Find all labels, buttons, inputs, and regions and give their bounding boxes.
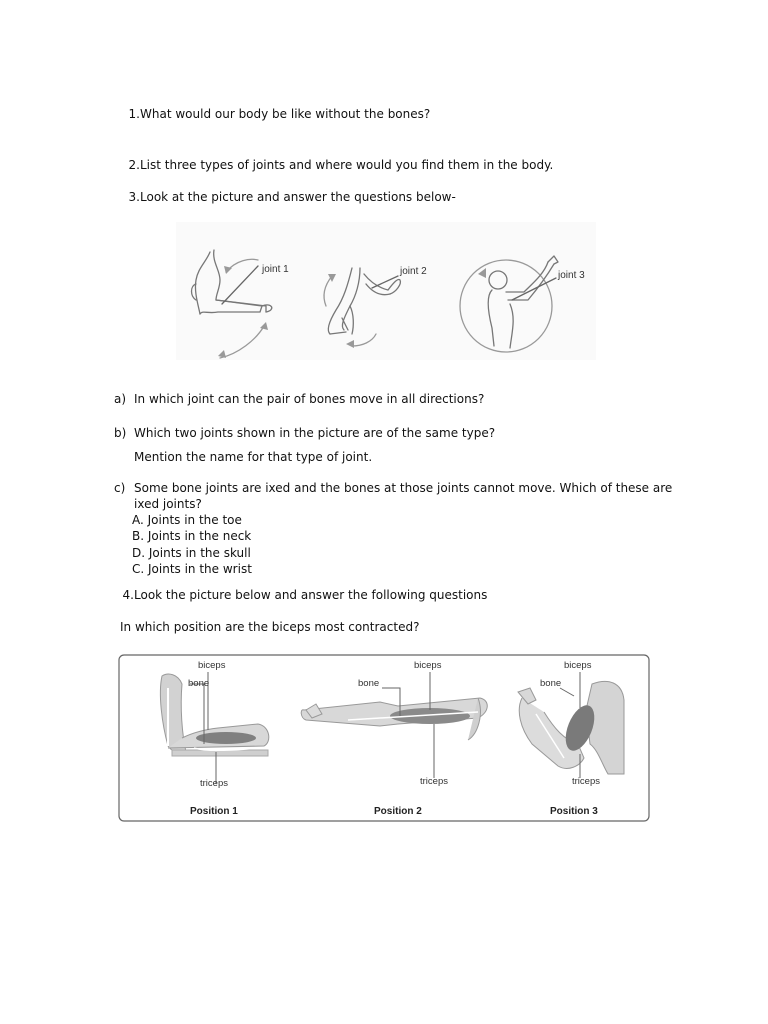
sub-question-c-continuation: ixed joints? [134, 497, 202, 511]
sub-question-text: Which two joints shown in the picture are of the same type? [134, 426, 496, 440]
option-a: A. Joints in the toe [132, 513, 242, 527]
option-b: B. Joints in the neck [132, 529, 252, 543]
biceps-label-2: biceps [414, 660, 442, 671]
question-number: 4. [122, 588, 134, 602]
position-1-label: Position 1 [190, 806, 238, 817]
joint-1-label: joint 1 [262, 264, 289, 275]
sub-question-label: c) [114, 481, 126, 495]
option-d: D. Joints in the skull [132, 546, 251, 560]
triceps-label-2: triceps [420, 776, 448, 787]
question-number: 2. [128, 158, 140, 172]
biceps-label-3: biceps [564, 660, 592, 671]
question-number: 3. [128, 190, 140, 204]
question-text: What would our body be like without the bones? [140, 107, 431, 121]
position-3-label: Position 3 [550, 806, 598, 817]
muscle-figure [118, 654, 650, 822]
sub-question-label: b) [114, 426, 127, 440]
joints-figure [176, 222, 596, 360]
position-2-label: Position 2 [374, 806, 422, 817]
bone-label-2: bone [358, 678, 380, 689]
bone-label-3: bone [540, 678, 562, 689]
question-text: Look the picture below and answer the following questions [134, 588, 488, 602]
triceps-label-1: triceps [200, 778, 228, 789]
bone-label-1: bone [188, 678, 210, 689]
question-text: List three types of joints and where would you find them in the body. [140, 158, 554, 172]
biceps-label-1: biceps [198, 660, 226, 671]
sub-question-label: a) [114, 392, 127, 406]
joint-3-label: joint 3 [558, 270, 585, 281]
question-4-prompt: In which position are the biceps most contracted? [120, 620, 420, 634]
triceps-label-3: triceps [572, 776, 600, 787]
sub-question-text: Some bone joints are ixed and the bones at those joints cannot move. Which of these are [134, 481, 673, 495]
option-c: C. Joints in the wrist [132, 562, 252, 576]
question-text: Look at the picture and answer the questions below- [140, 190, 456, 204]
sub-question-b-followup: Mention the name for that type of joint. [134, 450, 373, 464]
joint-2-label: joint 2 [400, 266, 427, 277]
sub-question-text: In which joint can the pair of bones move in all directions? [134, 392, 485, 406]
question-number: 1. [128, 107, 140, 121]
